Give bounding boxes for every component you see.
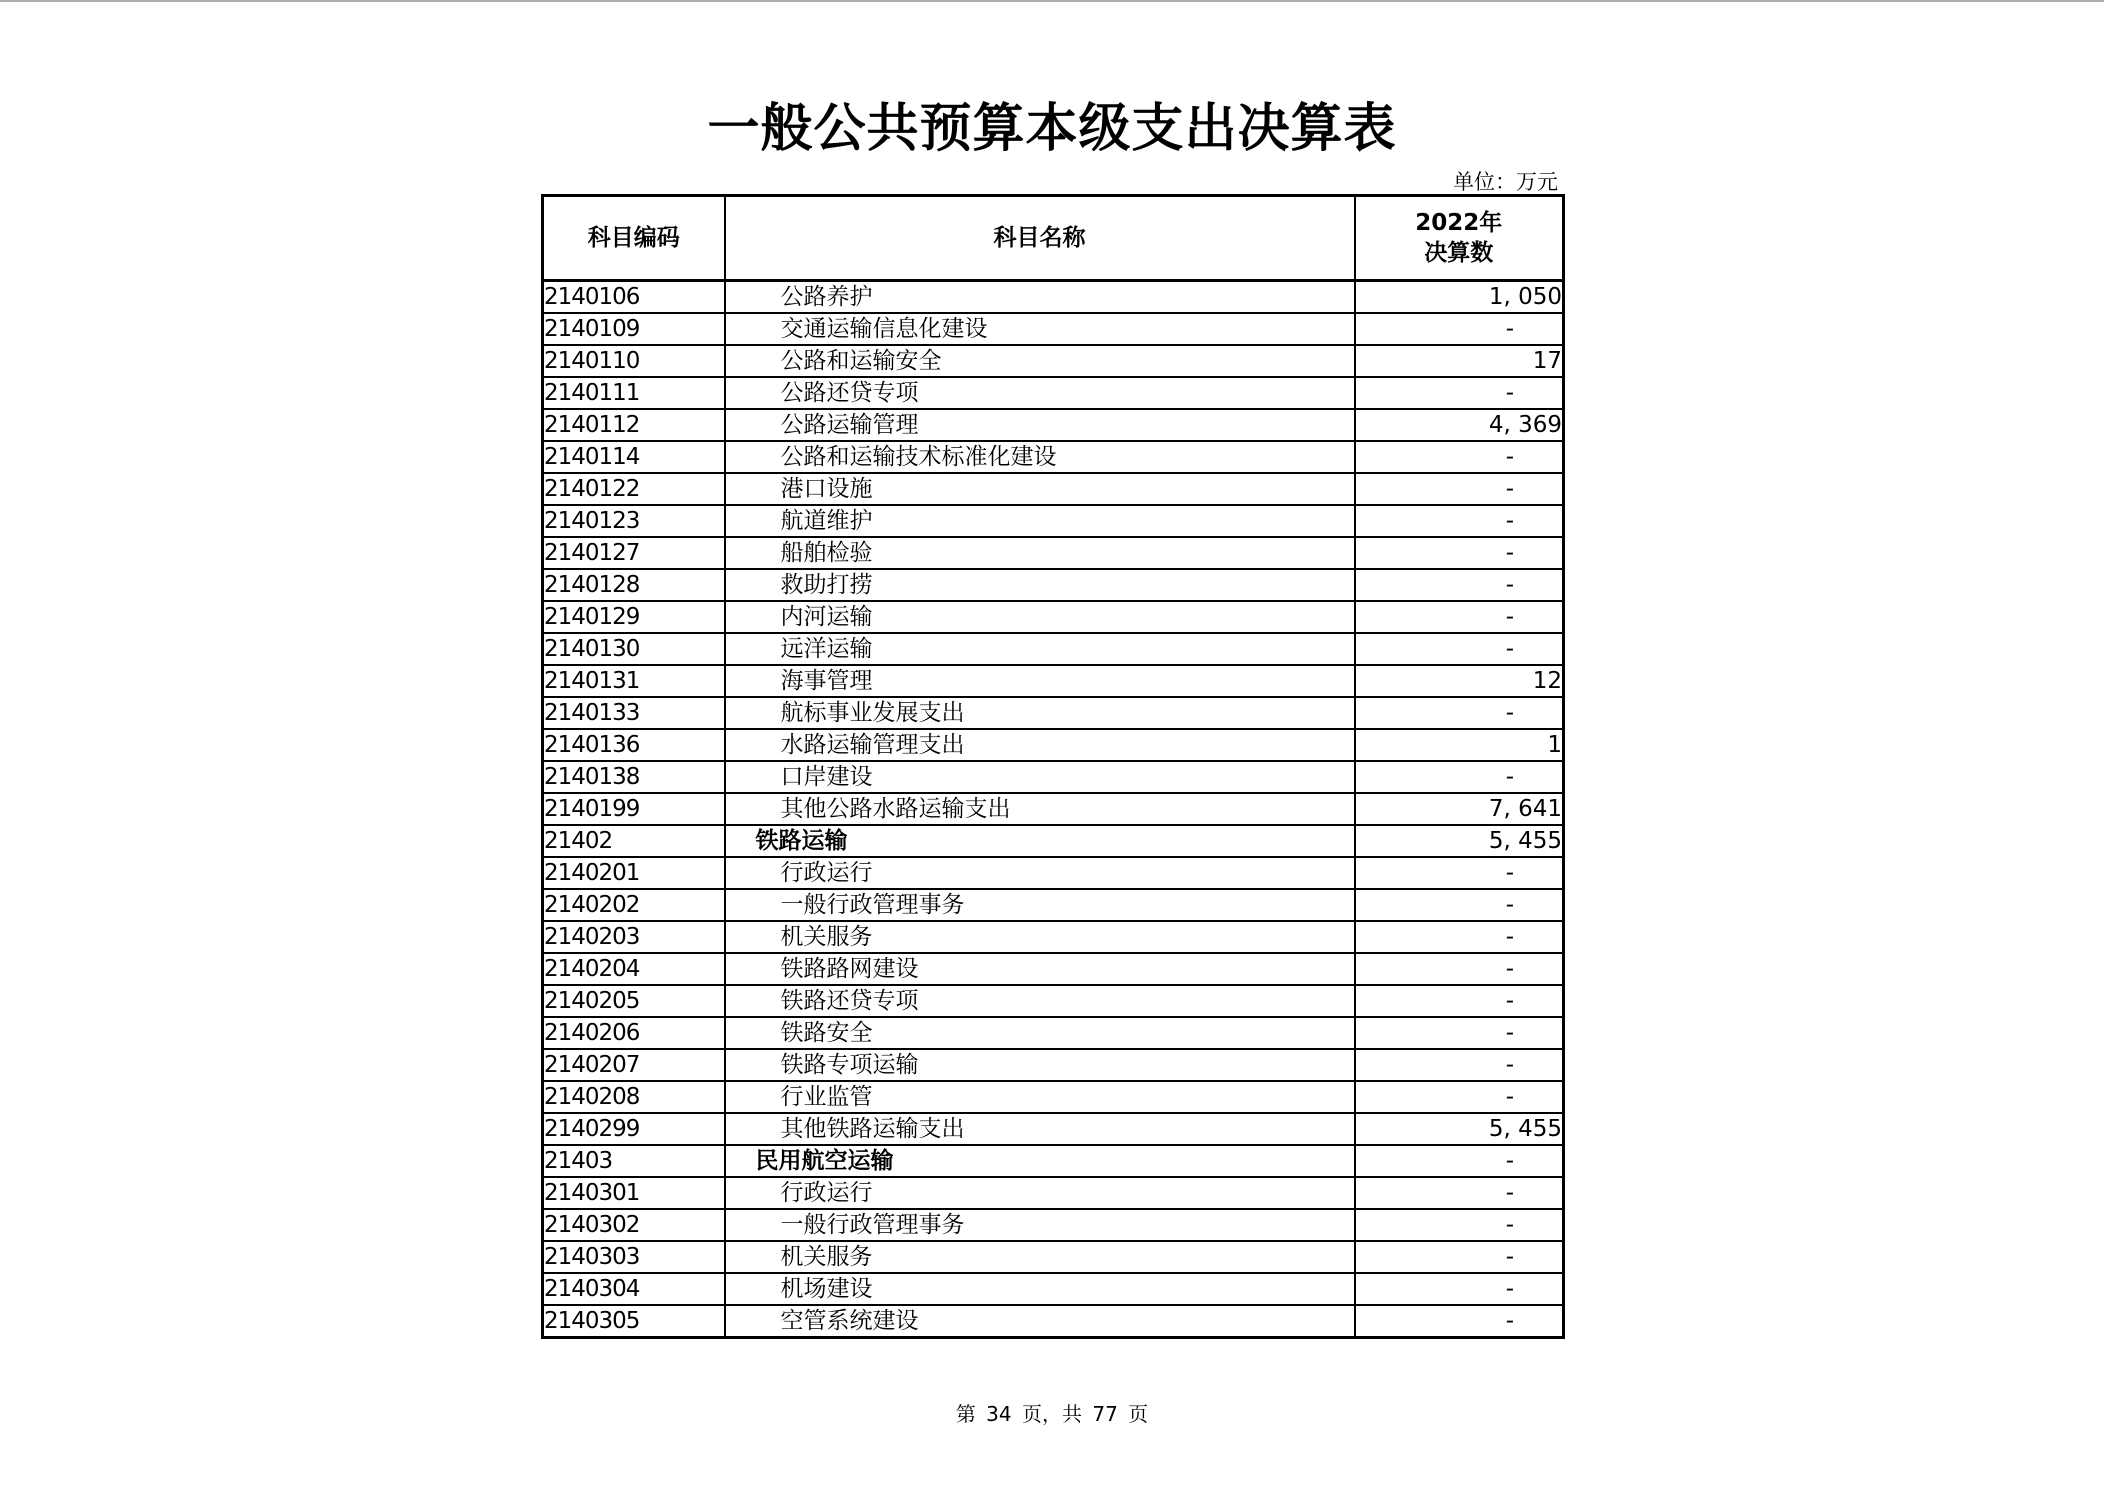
header-row bbox=[543, 196, 1564, 281]
row-name-cell bbox=[725, 313, 1355, 345]
row-name: 航标事业发展支出 bbox=[780, 700, 965, 726]
row-amount: - bbox=[1355, 1145, 1564, 1177]
row-name: 航道维护 bbox=[780, 508, 873, 534]
row-code: 2140122 bbox=[543, 473, 725, 505]
unit-label: 单位：万元 bbox=[1453, 170, 1558, 194]
table-row bbox=[543, 505, 1564, 537]
row-code: 2140112 bbox=[543, 409, 725, 441]
table-row bbox=[543, 633, 1564, 665]
row-name-cell bbox=[725, 953, 1355, 985]
table-row bbox=[543, 697, 1564, 729]
row-name: 空管系统建设 bbox=[780, 1308, 919, 1334]
table-row bbox=[543, 1145, 1564, 1177]
table-row bbox=[543, 441, 1564, 473]
row-amount: - bbox=[1355, 857, 1564, 889]
row-amount: - bbox=[1355, 889, 1564, 921]
top-border-line bbox=[0, 0, 2104, 2]
row-name: 一般行政管理事务 bbox=[780, 892, 965, 918]
row-amount: - bbox=[1355, 1017, 1564, 1049]
row-code: 2140304 bbox=[543, 1273, 725, 1305]
table-row bbox=[543, 889, 1564, 921]
table-row bbox=[543, 953, 1564, 985]
budget-table bbox=[541, 194, 1565, 1339]
table-row bbox=[543, 569, 1564, 601]
row-name-cell bbox=[725, 1241, 1355, 1273]
row-amount: - bbox=[1355, 505, 1564, 537]
row-amount: - bbox=[1355, 697, 1564, 729]
row-code: 2140133 bbox=[543, 697, 725, 729]
row-code: 2140205 bbox=[543, 985, 725, 1017]
row-code: 2140202 bbox=[543, 889, 725, 921]
row-name: 铁路还贷专项 bbox=[780, 988, 919, 1014]
row-name-cell bbox=[725, 1081, 1355, 1113]
table-row bbox=[543, 729, 1564, 761]
row-name: 铁路运输 bbox=[755, 828, 848, 854]
header-code: 科目编码 bbox=[543, 196, 725, 281]
table-row bbox=[543, 793, 1564, 825]
row-amount: - bbox=[1355, 633, 1564, 665]
row-name: 公路和运输技术标准化建设 bbox=[780, 444, 1057, 470]
row-code: 2140123 bbox=[543, 505, 725, 537]
row-name: 行政运行 bbox=[780, 860, 873, 886]
page-number: 第 34 页，共 77 页 bbox=[955, 1402, 1149, 1426]
header-name: 科目名称 bbox=[725, 196, 1355, 281]
row-name-cell bbox=[725, 1209, 1355, 1241]
table-row bbox=[543, 857, 1564, 889]
row-amount: - bbox=[1355, 537, 1564, 569]
row-code: 2140201 bbox=[543, 857, 725, 889]
row-code: 2140204 bbox=[543, 953, 725, 985]
row-name-cell bbox=[725, 889, 1355, 921]
table-row bbox=[543, 281, 1564, 314]
row-name: 铁路专项运输 bbox=[780, 1052, 919, 1078]
row-amount: 5, 455 bbox=[1355, 825, 1564, 857]
row-code: 2140305 bbox=[543, 1305, 725, 1338]
row-name: 公路还贷专项 bbox=[780, 380, 919, 406]
row-amount: 7, 641 bbox=[1355, 793, 1564, 825]
row-name: 民用航空运输 bbox=[755, 1148, 894, 1174]
row-name-cell bbox=[725, 697, 1355, 729]
row-amount: 1 bbox=[1355, 729, 1564, 761]
row-name-cell bbox=[725, 1177, 1355, 1209]
row-name-cell bbox=[725, 761, 1355, 793]
row-name-cell bbox=[725, 921, 1355, 953]
row-code: 2140136 bbox=[543, 729, 725, 761]
row-code: 2140130 bbox=[543, 633, 725, 665]
row-code: 2140128 bbox=[543, 569, 725, 601]
row-name-cell bbox=[725, 505, 1355, 537]
row-name-cell bbox=[725, 345, 1355, 377]
row-name: 口岸建设 bbox=[780, 764, 873, 790]
row-name-cell bbox=[725, 569, 1355, 601]
row-name-cell bbox=[725, 633, 1355, 665]
table-row bbox=[543, 1241, 1564, 1273]
row-name: 机场建设 bbox=[780, 1276, 873, 1302]
row-code: 2140127 bbox=[543, 537, 725, 569]
header-amount-label: 决算数 bbox=[1424, 240, 1494, 266]
row-name-cell bbox=[725, 793, 1355, 825]
row-name: 船舶检验 bbox=[780, 540, 873, 566]
row-name-cell bbox=[725, 857, 1355, 889]
row-code: 2140208 bbox=[543, 1081, 725, 1113]
row-amount: - bbox=[1355, 1081, 1564, 1113]
row-amount: 12 bbox=[1355, 665, 1564, 697]
row-name: 公路和运输安全 bbox=[780, 348, 942, 374]
row-code: 2140110 bbox=[543, 345, 725, 377]
row-name-cell bbox=[725, 1145, 1355, 1177]
page-title: 一般公共预算本级支出决算表 bbox=[707, 99, 1397, 159]
table-row bbox=[543, 921, 1564, 953]
row-code: 2140199 bbox=[543, 793, 725, 825]
table-row bbox=[543, 1049, 1564, 1081]
row-name-cell bbox=[725, 1273, 1355, 1305]
row-name: 机关服务 bbox=[780, 924, 873, 950]
row-amount: - bbox=[1355, 1241, 1564, 1273]
table-row bbox=[543, 409, 1564, 441]
row-name: 交通运输信息化建设 bbox=[780, 316, 988, 342]
row-name: 一般行政管理事务 bbox=[780, 1212, 965, 1238]
row-amount: - bbox=[1355, 441, 1564, 473]
row-name-cell bbox=[725, 601, 1355, 633]
row-code: 2140138 bbox=[543, 761, 725, 793]
table-row bbox=[543, 1113, 1564, 1145]
row-amount: - bbox=[1355, 953, 1564, 985]
row-code: 2140111 bbox=[543, 377, 725, 409]
row-code: 2140106 bbox=[543, 281, 725, 314]
row-code: 2140301 bbox=[543, 1177, 725, 1209]
table-row bbox=[543, 1017, 1564, 1049]
row-amount: - bbox=[1355, 601, 1564, 633]
row-code: 2140114 bbox=[543, 441, 725, 473]
table-row bbox=[543, 473, 1564, 505]
row-name: 海事管理 bbox=[780, 668, 873, 694]
row-name-cell bbox=[725, 441, 1355, 473]
row-name: 内河运输 bbox=[780, 604, 873, 630]
row-amount: 1, 050 bbox=[1355, 281, 1564, 314]
row-name-cell bbox=[725, 473, 1355, 505]
row-amount: 17 bbox=[1355, 345, 1564, 377]
row-code: 2140109 bbox=[543, 313, 725, 345]
table-row bbox=[543, 825, 1564, 857]
row-name-cell bbox=[725, 825, 1355, 857]
row-name: 港口设施 bbox=[780, 476, 873, 502]
row-amount: 4, 369 bbox=[1355, 409, 1564, 441]
row-name: 行业监管 bbox=[780, 1084, 873, 1110]
table-row bbox=[543, 1081, 1564, 1113]
row-amount: - bbox=[1355, 985, 1564, 1017]
table-row bbox=[543, 377, 1564, 409]
row-amount: - bbox=[1355, 377, 1564, 409]
row-name: 水路运输管理支出 bbox=[780, 732, 965, 758]
row-name-cell bbox=[725, 665, 1355, 697]
row-name-cell bbox=[725, 1305, 1355, 1338]
row-amount: - bbox=[1355, 921, 1564, 953]
table-row bbox=[543, 345, 1564, 377]
row-code: 2140303 bbox=[543, 1241, 725, 1273]
row-name-cell bbox=[725, 1049, 1355, 1081]
row-code: 2140206 bbox=[543, 1017, 725, 1049]
row-name: 铁路安全 bbox=[780, 1020, 873, 1046]
row-amount: - bbox=[1355, 761, 1564, 793]
row-name: 公路养护 bbox=[780, 284, 873, 310]
row-amount: - bbox=[1355, 1209, 1564, 1241]
row-name-cell bbox=[725, 409, 1355, 441]
table-row bbox=[543, 761, 1564, 793]
row-amount: - bbox=[1355, 1049, 1564, 1081]
row-name-cell bbox=[725, 377, 1355, 409]
row-code: 2140131 bbox=[543, 665, 725, 697]
table-row bbox=[543, 537, 1564, 569]
row-amount: - bbox=[1355, 1273, 1564, 1305]
row-code: 21402 bbox=[543, 825, 725, 857]
row-amount: - bbox=[1355, 1177, 1564, 1209]
table-row bbox=[543, 1273, 1564, 1305]
header-amount bbox=[1355, 196, 1564, 281]
table-row bbox=[543, 1177, 1564, 1209]
row-name: 行政运行 bbox=[780, 1180, 873, 1206]
row-name: 其他公路水路运输支出 bbox=[780, 796, 1011, 822]
row-name: 其他铁路运输支出 bbox=[780, 1116, 965, 1142]
row-name: 机关服务 bbox=[780, 1244, 873, 1270]
table-row bbox=[543, 1209, 1564, 1241]
row-name-cell bbox=[725, 537, 1355, 569]
row-amount: - bbox=[1355, 1305, 1564, 1338]
row-code: 2140129 bbox=[543, 601, 725, 633]
table-row bbox=[543, 601, 1564, 633]
table-row bbox=[543, 985, 1564, 1017]
row-amount: 5, 455 bbox=[1355, 1113, 1564, 1145]
row-name: 远洋运输 bbox=[780, 636, 873, 662]
row-amount: - bbox=[1355, 473, 1564, 505]
table-row bbox=[543, 1305, 1564, 1338]
table-row bbox=[543, 313, 1564, 345]
row-code: 2140203 bbox=[543, 921, 725, 953]
row-name-cell bbox=[725, 1113, 1355, 1145]
row-name: 公路运输管理 bbox=[780, 412, 919, 438]
row-code: 21403 bbox=[543, 1145, 725, 1177]
row-amount: - bbox=[1355, 569, 1564, 601]
row-name-cell bbox=[725, 281, 1355, 314]
row-name: 铁路路网建设 bbox=[780, 956, 919, 982]
row-code: 2140299 bbox=[543, 1113, 725, 1145]
row-code: 2140302 bbox=[543, 1209, 725, 1241]
row-name: 救助打捞 bbox=[780, 572, 873, 598]
row-code: 2140207 bbox=[543, 1049, 725, 1081]
row-name-cell bbox=[725, 1017, 1355, 1049]
row-name-cell bbox=[725, 985, 1355, 1017]
row-name-cell bbox=[725, 729, 1355, 761]
table-row bbox=[543, 665, 1564, 697]
row-amount: - bbox=[1355, 313, 1564, 345]
header-amount-year: 2022年 bbox=[1415, 210, 1503, 236]
table-body bbox=[543, 281, 1564, 1338]
